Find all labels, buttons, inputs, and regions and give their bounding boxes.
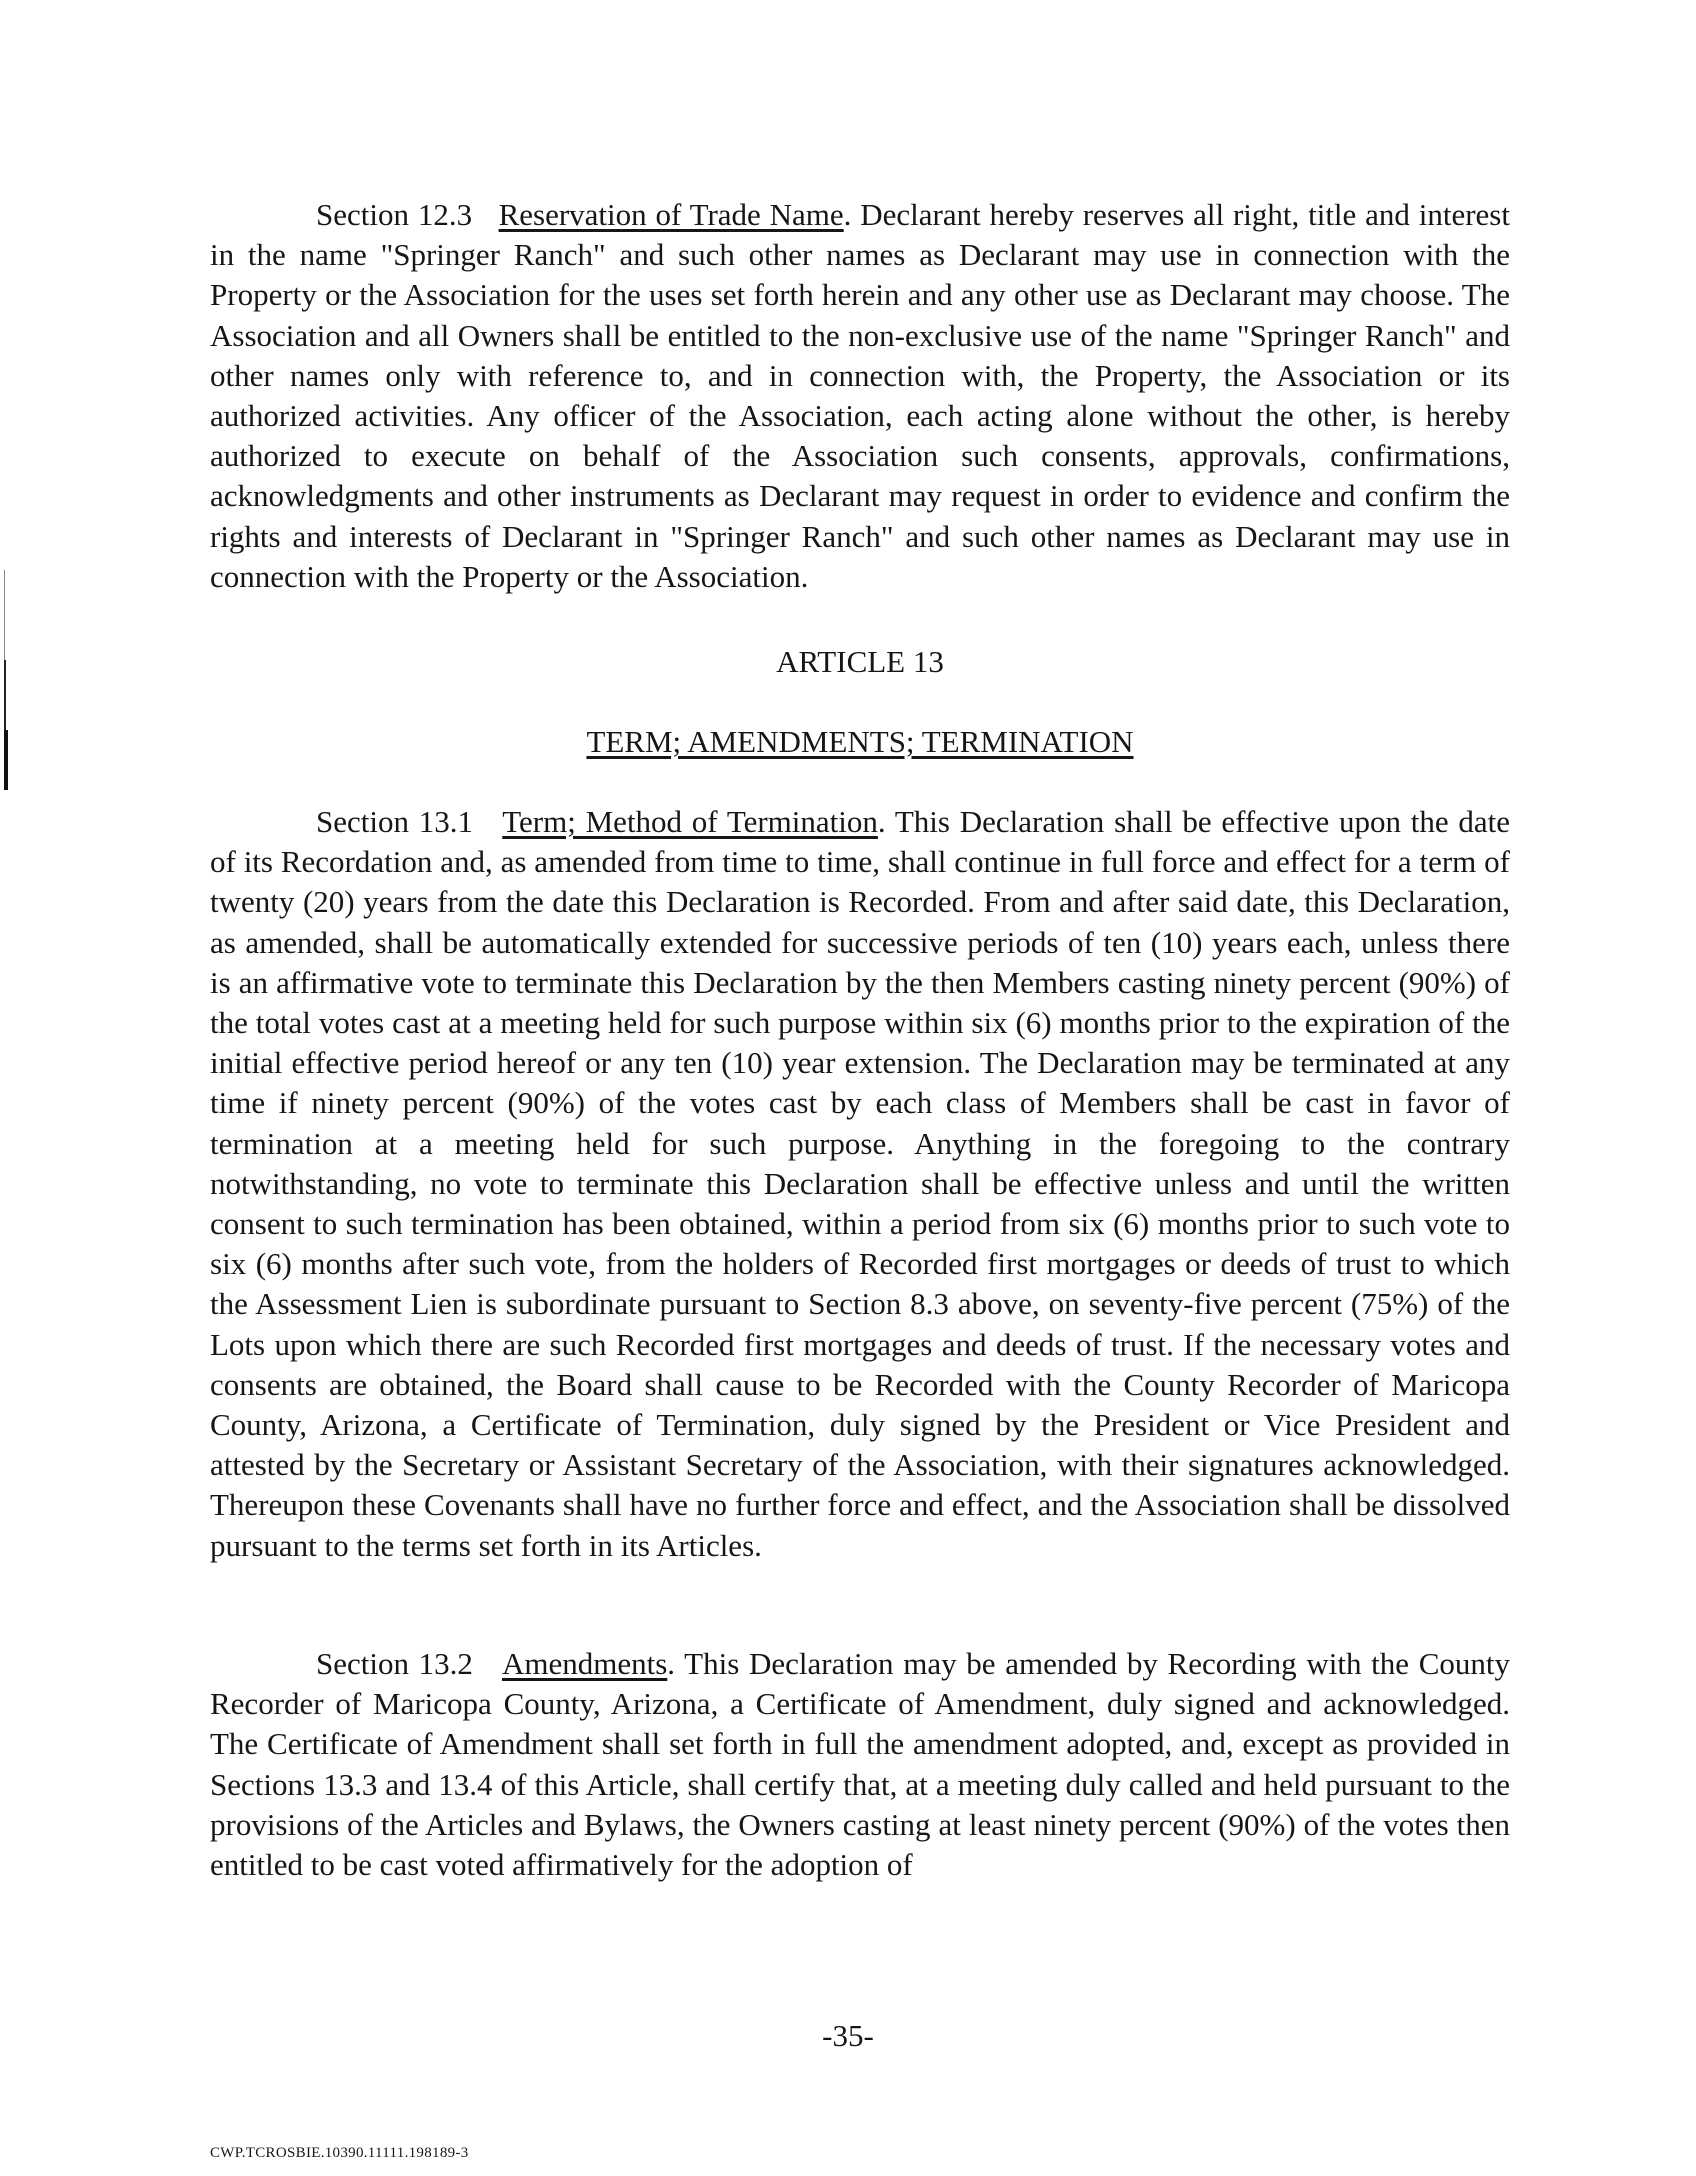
section-12-3-number: Section 12.3 [316,197,473,232]
scan-artifact [4,570,5,660]
article-subheading [210,722,1510,762]
section-13-2 [210,1644,1510,1885]
section-13-1-body: . This Declaration shall be effective upon the date of its Recordation and, as amended from time to time, shall continue in full force and effect for a term of twenty (20) years from the date this Declaration is Recorded. From and after said date, this Declaration, as amended, shall be automatically extended for successive periods of ten (10) years each, unless there is an affirmative vote to terminate this Declaration by the then Members casting ninety percent (90%) of the total votes cast at a meeting held for such purpose within six (6) months prior to the expiration of the initial effective period hereof or any ten (10) year extension. The Declaration may be terminated at any time if ninety percent (90%) of the votes cast by each class of Members shall be cast in favor of termination at a meeting held for such purpose. Anything in the foregoing to the contrary notwithstanding, no vote to terminate this Declaration shall be effective unless and until the written consent to such termination has been obtained, within a period from six (6) months prior to such vote to six (6) months after such vote, from the holders of Recorded first mortgages or deeds of trust to which the Assessment Lien is subordinate pursuant to Section 8.3 above, on seventy-five percent (75%) of the Lots upon which there are such Recorded first mortgages and deeds of trust. If the necessary votes and consents are obtained, the Board shall cause to be Recorded with the County Recorder of Maricopa County, Arizona, a Certificate of Termination, duly signed by the President or Vice President and attested by the Secretary or Assistant Secretary of the Association, with their signatures acknowledged. Thereupon these Covenants shall have no further force and effect, and the Association shall be dissolved pursuant to the terms set forth in its Articles. [210,804,1511,1563]
section-13-2-body: . This Declaration may be amended by Recording with the County Recorder of Maricopa County, Arizona, a Certificate of Amendment, duly signed and acknowledged. The Certificate of Amendment shall set forth in full the amendment adopted, and, except as provided in Sections 13.3 and 13.4 of this Article, shall certify that, at a meeting duly called and held pursuant to the provisions of the Articles and Bylaws, the Owners casting at least ninety percent (90%) of the votes then entitled to be cast voted affirmatively for the adoption of [210,1646,1510,1883]
section-13-2-title: Amendments [501,1646,668,1681]
scan-artifact [4,730,8,790]
document-id: CWP.TCROSBIE.10390.11111.198189-3 [210,2145,469,2161]
section-13-1-title: Term; Method of Termination [502,804,878,839]
section-13-1 [210,802,1510,1566]
section-13-2-number: Section 13.2 [316,1646,473,1681]
scan-artifact [4,660,6,730]
section-12-3 [210,195,1510,597]
article-subheading-text: TERM; AMENDMENTS; TERMINATION [586,724,1134,759]
page-number: -35- [822,2018,874,2053]
article-heading: ARTICLE 13 [776,644,944,679]
section-13-1-number: Section 13.1 [316,804,473,839]
section-12-3-body: . Declarant hereby reserves all right, title and interest in the name "Springer Ranch" and such other names as Declarant may use in connection with the Property or the Association for the uses set forth herein and any other use as Declarant may choose. The Association and all Owners shall be entitled to the non-exclusive use of the name "Springer Ranch" and other names only with reference to, and in connection with, the Property, the Association or its authorized activities. Any officer of the Association, each acting alone without the other, is hereby authorized to execute on behalf of the Association such consents, approvals, confirmations, acknowledgments and other instruments as Declarant may request in order to evidence and confirm the rights and interests of Declarant in "Springer Ranch" and such other names as Declarant may use in connection with the Property or the Association. [210,197,1510,594]
section-12-3-title: Reservation of Trade Name [498,197,844,232]
